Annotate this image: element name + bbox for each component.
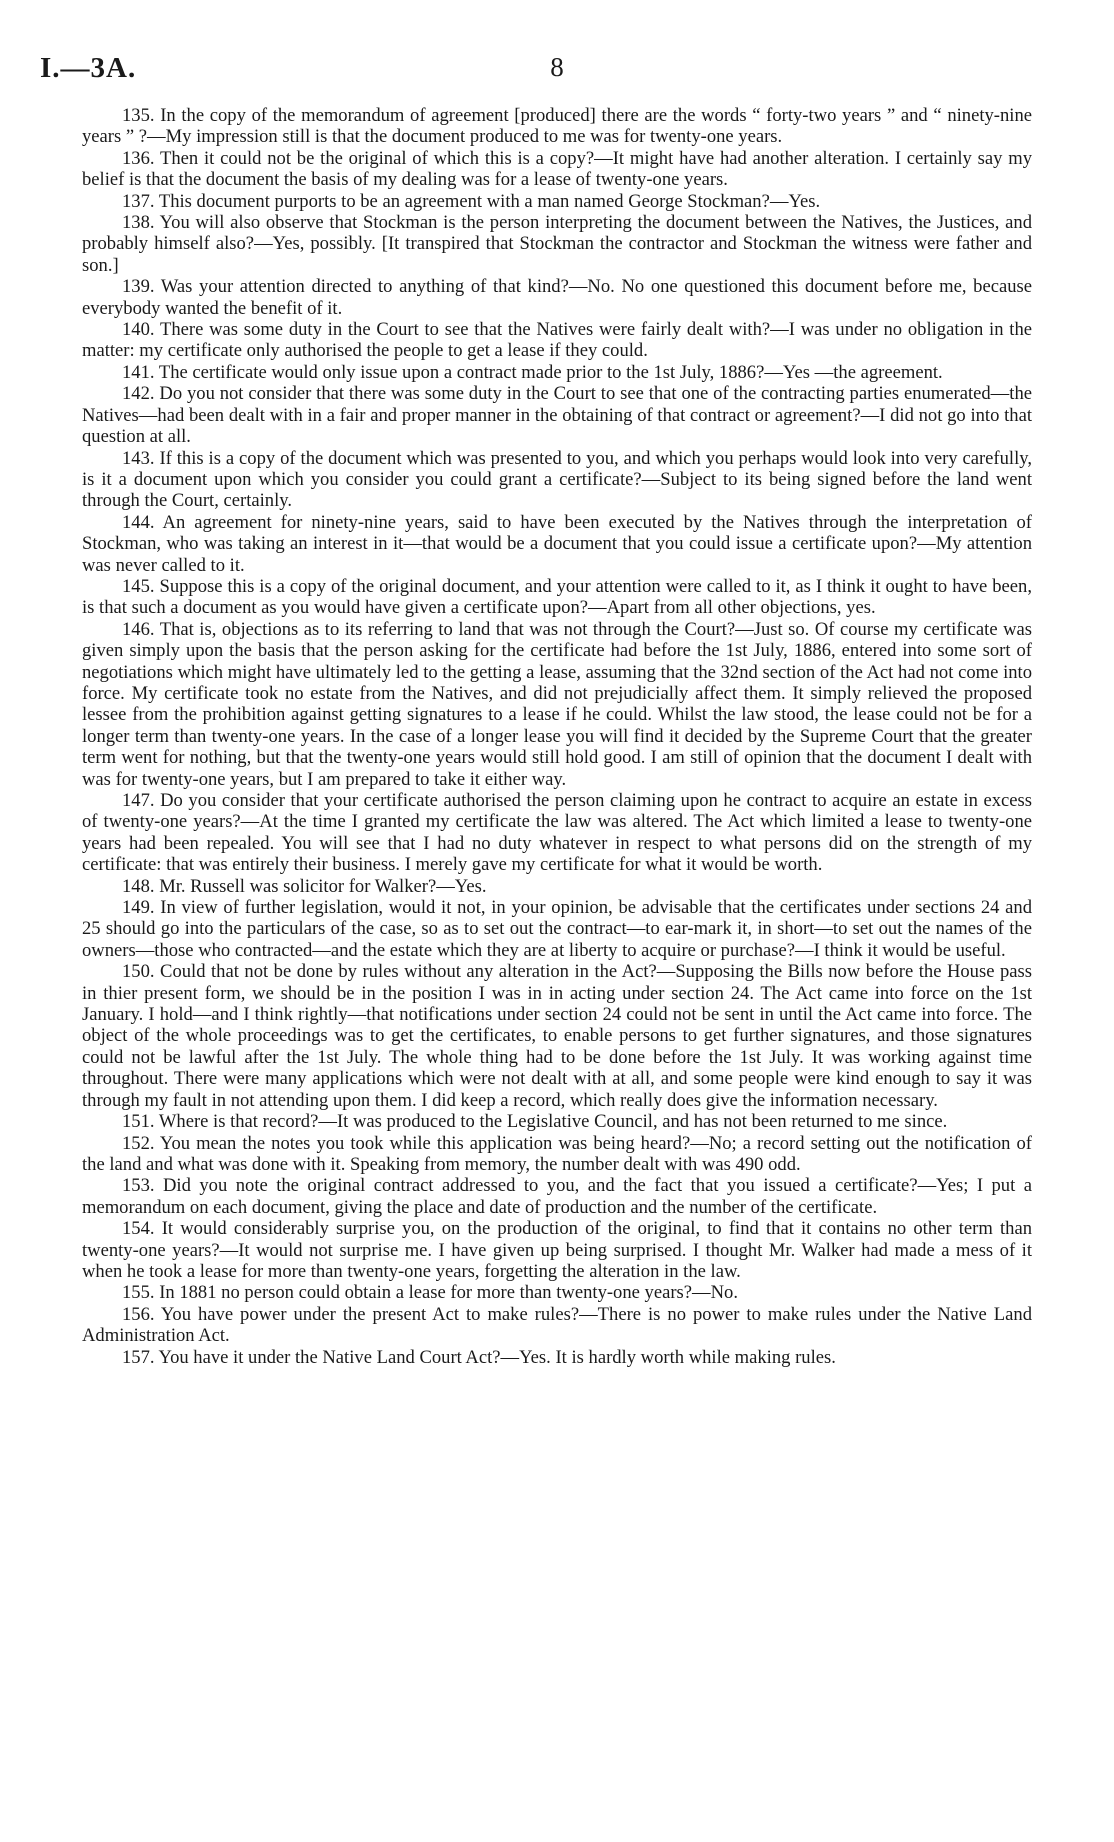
paragraph-141: 141. The certificate would only issue upon a contract made prior to the 1st July, 1886?—Yes —the agreement. [122,361,943,383]
paragraph-138: 138. You will also observe that Stockman is the person interpreting the document between the Natives, the Justices, and probably himself also?—Yes, possibly. [It transpired that Stockman the contractor and Stockman the witness were father and son.] [82,212,1032,276]
paragraph-145: 145. Suppose this is a copy of the original document, and your attention were called to it, as I think it ought to have been, is that such a document as you would have given a certificate upon?—Apart from all other objections, yes. [82,575,1032,619]
paragraph-144: 144. An agreement for ninety-nine years, said to have been executed by the Natives through the interpretation of Stockman, who was taking an interest in it—that would be a document that you could issue a certificate upon?—My attention was never called to it. [82,511,1032,576]
document-body [82,105,1032,1368]
paragraph-146: 146. That is, objections as to its referring to land that was not through the Court?—Just so. Of course my certificate was given simply upon the basis that the person asking for the certificate had before the 1st July, 1886, entered into some sort of negotiations which might have ultimately led to the getting a lease, assuming that the 32nd section of the Act had not come into force. My certificate took no estate from the Natives, and did not prejudicially affect them. It simply relieved the proposed lessee from the prohibition against getting signatures to a lease if he could. Whilst the law stood, the lease could not be for a longer term than twenty-one years. In the case of a longer lease you will find it decided by the Supreme Court that the greater term went for nothing, but that the twenty-one years would still hold good. I am still of opinion that the document I dealt with was for twenty-one years, but I am prepared to take it either way. [82,618,1032,790]
paragraph-147: 147. Do you consider that your certificate authorised the person claiming upon he contract to acquire an estate in excess of twenty-one years?—At the time I granted my certificate the law was altered. The Act which limited a lease to twenty-one years had been repealed. You will see that I had no duty whatever in respect to what persons did on the strength of my certificate: that was entirely their business. I merely gave my certificate for what it would be worth. [82,790,1032,876]
paragraph-135: 135. In the copy of the memorandum of agreement [produced] there are the words “ forty-two years ” and “ ninety-nine years ” ?—My impression still is that the document produced to me was for twenty-one years. [82,105,1032,148]
paragraph-136: 136. Then it could not be the original of which this is a copy?—It might have had another alteration. I certainly say my belief is that the document the basis of my dealing was for a lease of twenty-one years. [82,147,1032,191]
paragraph-137: 137. This document purports to be an agreement with a man named George Stockman?—Yes. [122,190,821,212]
paragraph-142: 142. Do you not consider that there was some duty in the Court to see that one of the contracting parties enumerated—the Natives—had been dealt with in a fair and proper manner in the obtaining of that contract or agreement?—I did not go into that question at all. [82,383,1032,448]
paragraph-149: 149. In view of further legislation, would it not, in your opinion, be advisable that the certificates under sections 24 and 25 should go into the particulars of the case, so as to set out the contract—to ear-mark it, in short—to set out the names of the owners—those who contracted—and the estate which they are at liberty to acquire or purchase?—I think it would be useful. [82,897,1032,961]
page-number: 8 [550,52,564,82]
paragraph-143: 143. If this is a copy of the document which was presented to you, and which you perhaps would look into very carefully, is it a document upon which you consider you could grant a certificate?—Subject to its being signed before the land went through the Court, certainly. [82,447,1032,512]
paragraph-157: 157. You have it under the Native Land Court Act?—Yes. It is hardly worth while making rules. [122,1346,836,1368]
paragraph-153: 153. Did you note the original contract addressed to you, and the fact that you issued a certificate?—Yes; I put a memorandum on each document, giving the place and date of production and the number of the certificate. [82,1175,1032,1218]
document-reference: I.—3A. [40,52,137,84]
paragraph-140: 140. There was some duty in the Court to see that the Natives were fairly dealt with?—I was under no obligation in the matter: my certificate only authorised the people to get a lease if they could. [82,319,1032,362]
paragraph-154: 154. It would considerably surprise you, on the production of the original, to find that it contains no other term than twenty-one years?—It would not surprise me. I have given up being surprised. I thought Mr. Walker had made a mess of it when he took a lease for more than twenty-one years, forgetting the alteration in the law. [82,1218,1032,1282]
paragraph-150: 150. Could that not be done by rules without any alteration in the Act?—Supposing the Bills now before the House pass in thier present form, we should be in the position I was in in acting under section 24. The Act came into force on the 1st January. I hold—and I think rightly—that notifications under section 24 could not be sent in until the Act came into force. The object of the whole proceedings was to get the certificates, to enable persons to get further signatures, and those signatures could not be lawful after the 1st July. The whole thing had to be done before the 1st July. It was working against time throughout. There were many applications which were not dealt with at all, and some people were kind enough to say it was through my fault in not attending upon them. I did keep a record, which really does give the information necessary. [82,961,1032,1111]
paragraph-151: 151. Where is that record?—It was produced to the Legislative Council, and has not been returned to me since. [122,1111,948,1133]
paragraph-152: 152. You mean the notes you took while this application was being heard?—No; a record setting out the notification of the land and what was done with it. Speaking from memory, the number dealt with was 490 odd. [82,1132,1032,1175]
paragraph-155: 155. In 1881 no person could obtain a lease for more than twenty-one years?—No. [122,1282,738,1304]
paragraph-139: 139. Was your attention directed to anything of that kind?—No. No one questioned this document before me, because everybody wanted the benefit of it. [82,276,1032,319]
page-header [40,52,1074,92]
paragraph-156: 156. You have power under the present Act to make rules?—There is no power to make rules under the Native Land Administration Act. [82,1303,1032,1347]
paragraph-148: 148. Mr. Russell was solicitor for Walker?—Yes. [122,875,487,897]
